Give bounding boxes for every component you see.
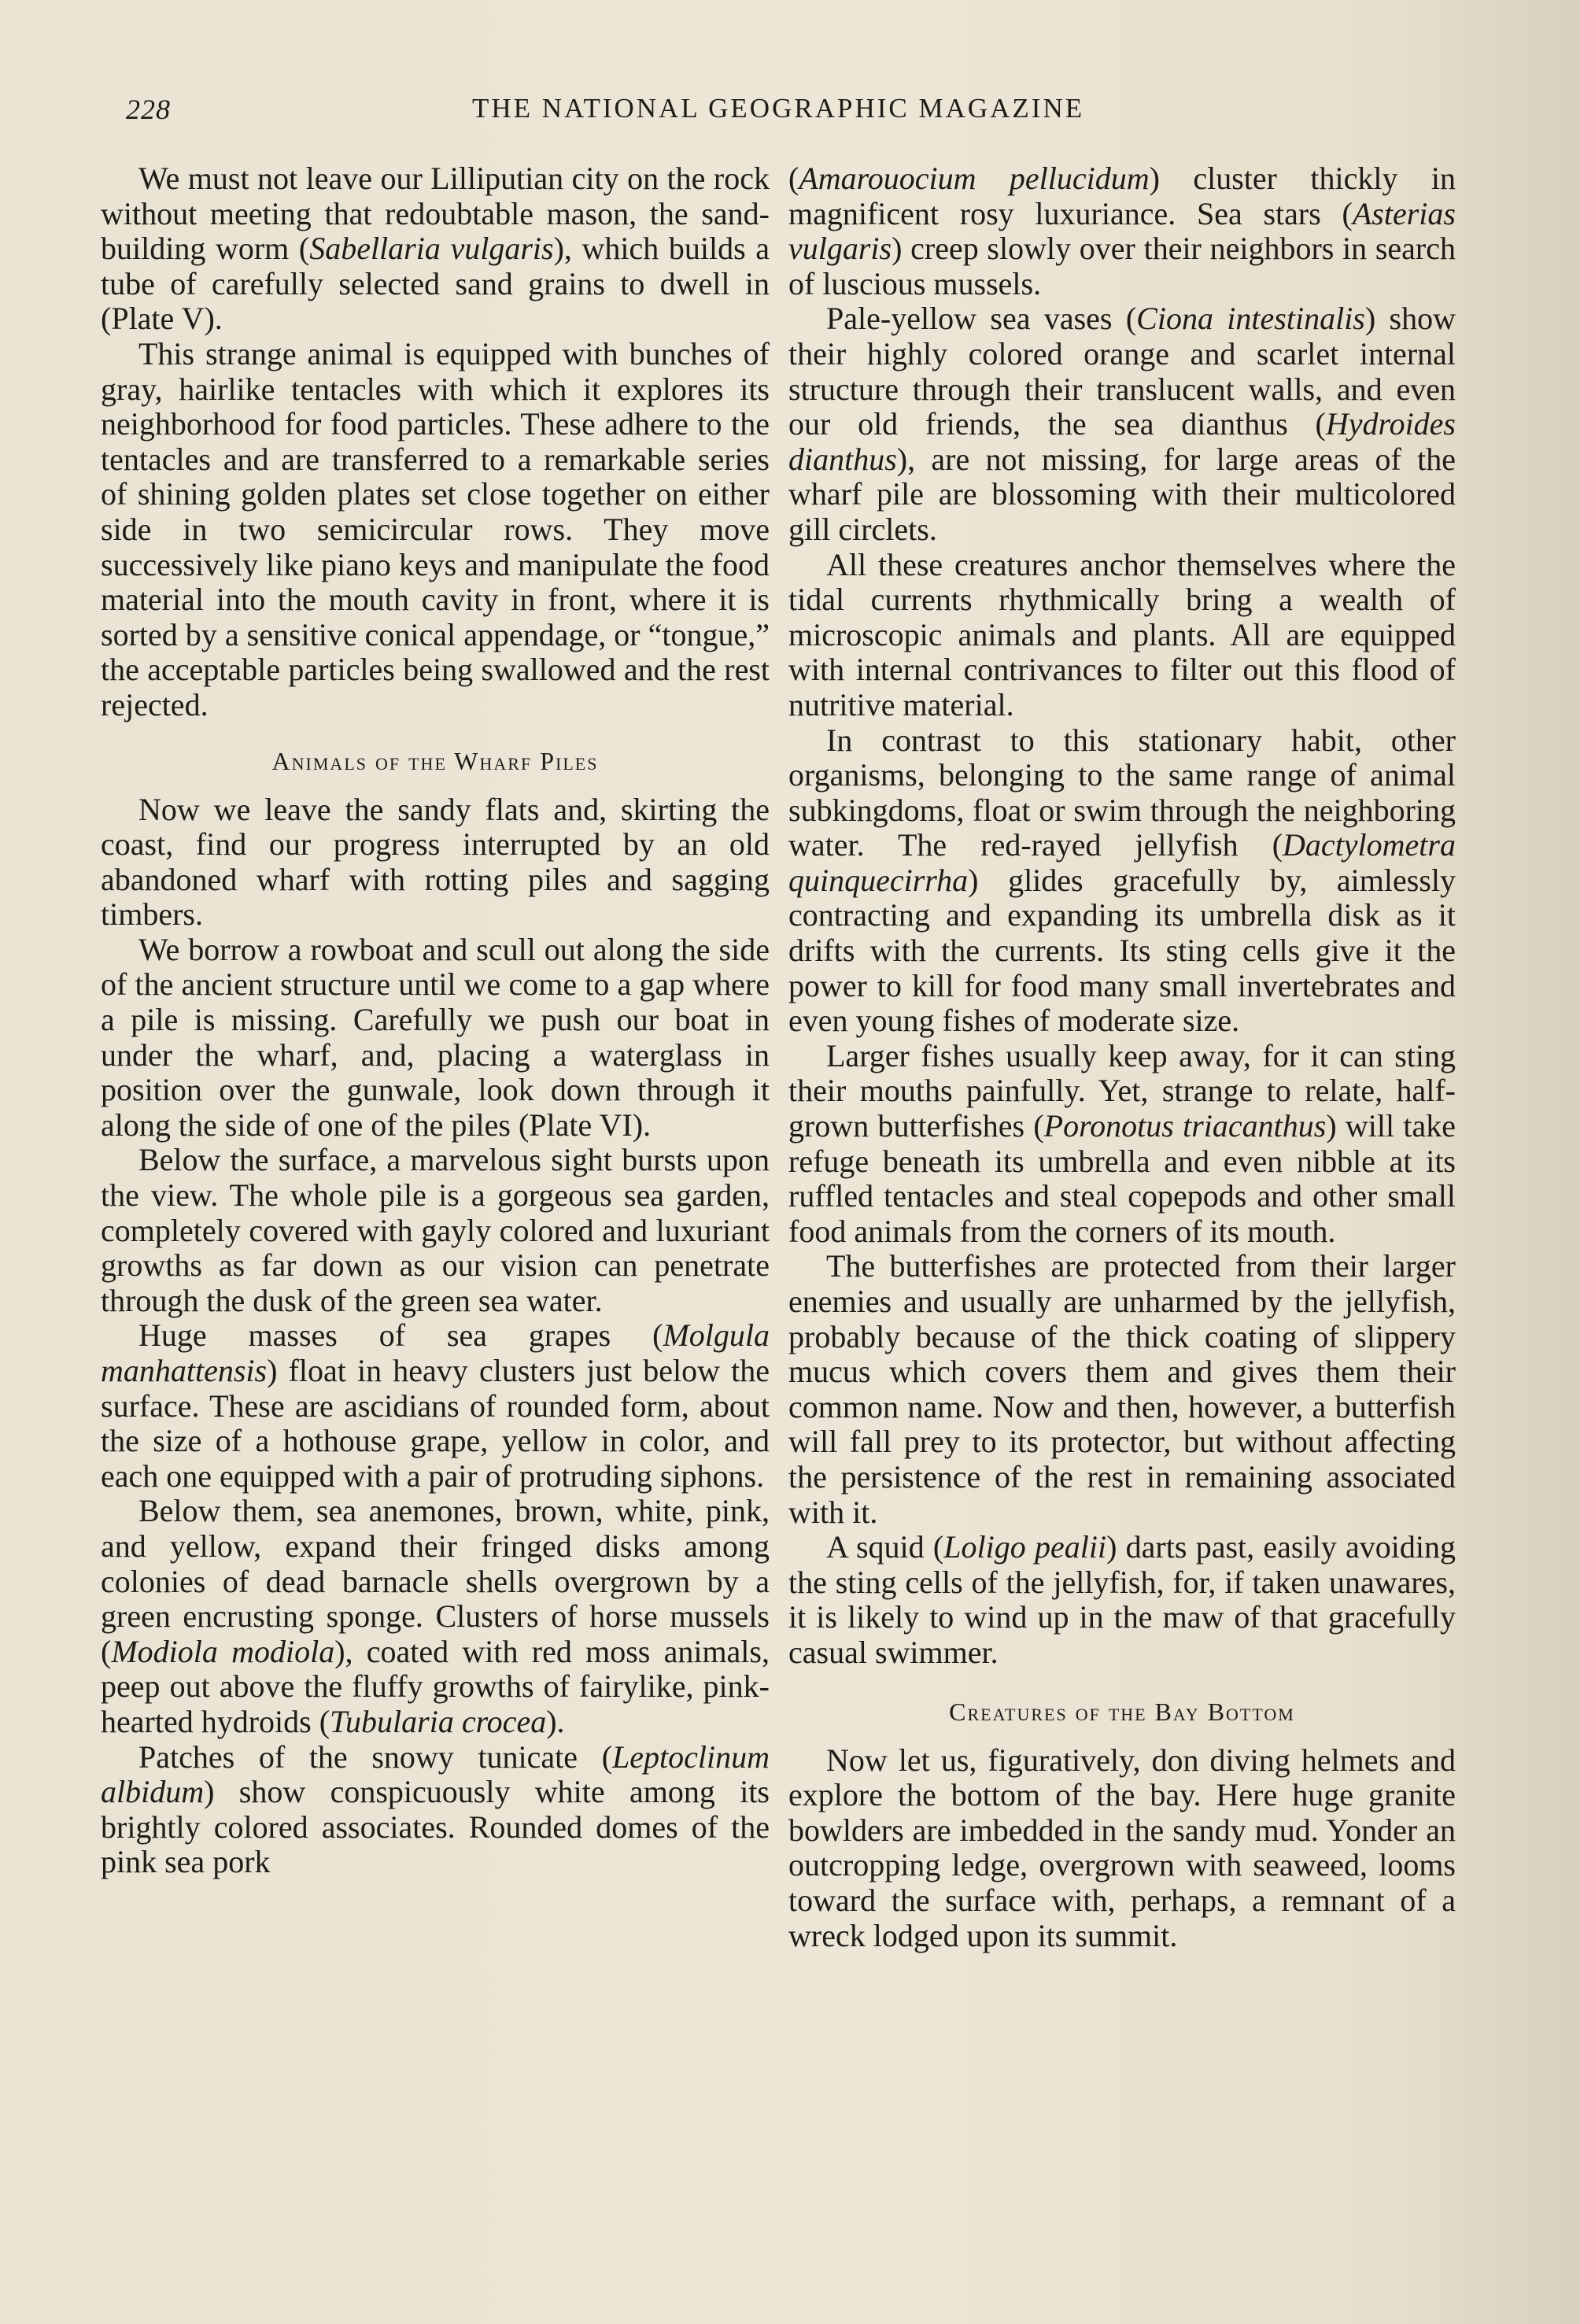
- paragraph: Huge masses of sea grapes (Molgula manhattensis) float in heavy clusters just below the surface. These are ascidians of rounded form, about the size of a hothouse grape, yellow in color, and each one equipped with a pair of protruding siphons.: [101, 1317, 770, 1494]
- running-title: THE NATIONAL GEOGRAPHIC MAGAZINE: [472, 93, 1085, 124]
- paragraph: In contrast to this stationary habit, other organisms, belonging to the same range of animal subkingdoms, float or swim through the neighboring water. The red-rayed jellyfish (Dactylometra quinquecirrha) glides gracefully by, aimlessly contracting and expanding its umbrella disk as it drifts with the currents. Its sting cells give it the power to kill for food many small invertebrates and even young fishes of moderate size.: [788, 722, 1456, 1039]
- paragraph: The butterfishes are protected from their larger enemies and usually are unharmed by the jellyfish, probably because of the thick coating of slippery mucus which covers them and gives them their common name. Now and then, however, a butterfish will fall prey to its protector, but without affecting the persistence of the rest in remaining associated with it.: [788, 1248, 1456, 1530]
- paragraph: Larger fishes usually keep away, for it can sting their mouths painfully. Yet, strange to relate, half-grown butterfishes (Poronotus triacanthus) will take refuge beneath its umbrella and even nibble at its ruffled tentacles and steal copepods and other small food animals from the corners of its mouth.: [788, 1037, 1456, 1249]
- paragraph: Below the surface, a marvelous sight bursts upon the view. The whole pile is a gorgeous sea garden, completely covered with gayly colored and luxuriant growths as far down as our vision can penetrate through the dusk of the green sea water.: [101, 1142, 770, 1318]
- paragraph: We must not leave our Lilliputian city on the rock without meeting that redoubtable mason, the sand-building worm (Sabellaria vulgaris), which builds a tube of carefully selected sand grains to dwell in (Plate V).: [101, 161, 770, 337]
- paragraph: Now we leave the sandy flats and, skirting the coast, find our progress interrupted by an old abandoned wharf with rotting piles and sagging timbers.: [101, 791, 770, 933]
- paragraph: We borrow a rowboat and scull out along the side of the ancient structure until we come to a gap where a pile is missing. Carefully we push our boat in under the wharf, and, placing a waterglass in position over the gunwale, look down through it along the side of one of the piles (Plate VI).: [101, 931, 770, 1143]
- section-heading: Animals of the Wharf Piles: [271, 746, 599, 775]
- left-column: [101, 161, 770, 1880]
- paragraph: This strange animal is equipped with bunches of gray, hairlike tentacles with which it explores its neighborhood for food particles. These adhere to the tentacles and are transferred to a remarkable series of shining golden plates set close together on either side in two semicircular rows. They move successively like piano keys and manipulate the food material into the mouth cavity in front, where it is sorted by a sensitive conical appendage, or “tongue,” the acceptable particles being swallowed and the rest rejected.: [101, 335, 770, 722]
- right-column: [788, 161, 1456, 1953]
- paragraph: Patches of the snowy tunicate (Leptoclinum albidum) show conspicuously white among its brightly colored associates. Rounded domes of the pink sea pork: [101, 1738, 770, 1880]
- section-heading: Creatures of the Bay Bottom: [949, 1697, 1295, 1726]
- paragraph: All these creatures anchor themselves where the tidal currents rhythmically bring a wealth of microscopic animals and plants. All are equipped with internal contrivances to filter out this flood of nutritive material.: [788, 546, 1456, 722]
- page-header: [126, 93, 1133, 132]
- paragraph: A squid (Loligo pealii) darts past, easily avoiding the sting cells of the jellyfish, for, if taken unawares, it is likely to wind up in the maw of that gracefully casual swimmer.: [788, 1529, 1456, 1670]
- paragraph: Now let us, figuratively, don diving helmets and explore the bottom of the bay. Here huge granite bowlders are imbedded in the sandy mud. Yonder an outcropping ledge, overgrown with seaweed, looms toward the surface with, perhaps, a remnant of a wreck lodged upon its summit.: [788, 1742, 1456, 1953]
- page-number: 228: [126, 94, 171, 125]
- paragraph: Below them, sea anemones, brown, white, pink, and yellow, expand their fringed disks among colonies of dead barnacle shells overgrown by a green encrusting sponge. Clusters of horse mussels (Modiola modiola), coated with red moss animals, peep out above the fluffy growths of fairylike, pink-hearted hydroids (Tubularia crocea).: [101, 1493, 770, 1739]
- paragraph: (Amarouocium pellucidum) cluster thickly in magnificent rosy luxuriance. Sea stars (Asterias vulgaris) creep slowly over their neighbors in search of luscious mussels.: [788, 161, 1456, 301]
- paragraph: Pale-yellow sea vases (Ciona intestinalis) show their highly colored orange and scarlet internal structure through their translucent walls, and even our old friends, the sea dianthus (Hydroides dianthus), are not missing, for large areas of the wharf pile are blossoming with their multicolored gill circlets.: [788, 301, 1456, 547]
